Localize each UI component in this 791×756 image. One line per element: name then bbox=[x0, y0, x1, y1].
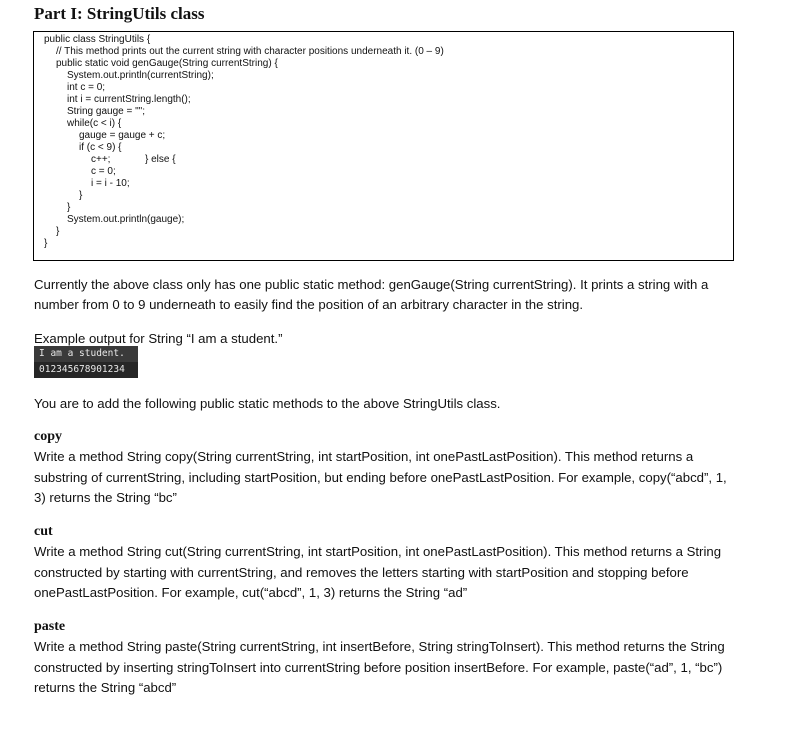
code-line: gauge = gauge + c; bbox=[79, 130, 166, 141]
code-block bbox=[33, 31, 734, 261]
section-heading-cut: cut bbox=[34, 524, 53, 539]
code-line: int i = currentString.length(); bbox=[67, 94, 191, 105]
code-line: } bbox=[79, 190, 83, 201]
section-text: 3) returns the String “bc” bbox=[34, 490, 177, 505]
code-line: } bbox=[56, 226, 60, 237]
code-line: public static void genGauge(String currentString) { bbox=[56, 58, 278, 69]
section-text: Write a method String cut(String currentString, int startPosition, int onePastLastPosition). This method returns a String bbox=[34, 544, 722, 559]
section-text: Write a method String paste(String currentString, int insertBefore, String stringToInsert). This method returns the String bbox=[34, 639, 725, 654]
code-line: String gauge = ""; bbox=[67, 106, 145, 117]
code-line: if (c < 9) { bbox=[79, 142, 122, 153]
code-line: System.out.println(gauge); bbox=[67, 214, 185, 225]
console-output-line: I am a student. bbox=[34, 346, 138, 362]
section-text: constructed by starting with currentString, and removes the letters starting with startPosition and stopping before bbox=[34, 565, 689, 580]
section-text: Write a method String copy(String currentString, int startPosition, int onePastLastPosition). This method returns a bbox=[34, 449, 694, 464]
section-text: onePastLastPosition. For example, cut(“abcd”, 1, 3) returns the String “ad” bbox=[34, 585, 468, 600]
code-line: int c = 0; bbox=[67, 82, 106, 93]
intro-line: Currently the above class only has one public static method: genGauge(String currentString). It prints a string with a bbox=[34, 277, 709, 292]
code-line: System.out.println(currentString); bbox=[67, 70, 214, 81]
page-title: Part I: StringUtils class bbox=[34, 4, 205, 23]
code-line: } bbox=[67, 202, 71, 213]
console-output-line: 012345678901234 bbox=[34, 362, 138, 378]
intro-line: number from 0 to 9 underneath to easily find the position of an arbitrary character in the string. bbox=[34, 297, 584, 312]
section-heading-copy: copy bbox=[34, 429, 62, 444]
code-line: while(c < i) { bbox=[67, 118, 122, 129]
instructions-text: You are to add the following public static methods to the above StringUtils class. bbox=[34, 396, 501, 411]
example-label: Example output for String “I am a student.” bbox=[34, 331, 283, 346]
section-text: returns the String “abcd” bbox=[34, 680, 177, 695]
code-line: } else { bbox=[145, 154, 176, 165]
code-line: c = 0; bbox=[91, 166, 116, 177]
code-line: } bbox=[44, 238, 48, 249]
code-line: c++; bbox=[91, 154, 111, 165]
section-heading-paste: paste bbox=[34, 619, 66, 634]
code-line: i = i - 10; bbox=[91, 178, 130, 189]
section-text: substring of currentString, including startPosition, but ending before onePastLastPosition. For example, copy(“abcd”, 1, bbox=[34, 470, 727, 485]
section-text: constructed by inserting stringToInsert into currentString before position insertBefore. For example, paste(“ad”, 1, “bc”) bbox=[34, 660, 723, 675]
code-line: // This method prints out the current string with character positions underneath it. (0 – 9) bbox=[56, 46, 444, 57]
code-line: public class StringUtils { bbox=[44, 34, 151, 45]
